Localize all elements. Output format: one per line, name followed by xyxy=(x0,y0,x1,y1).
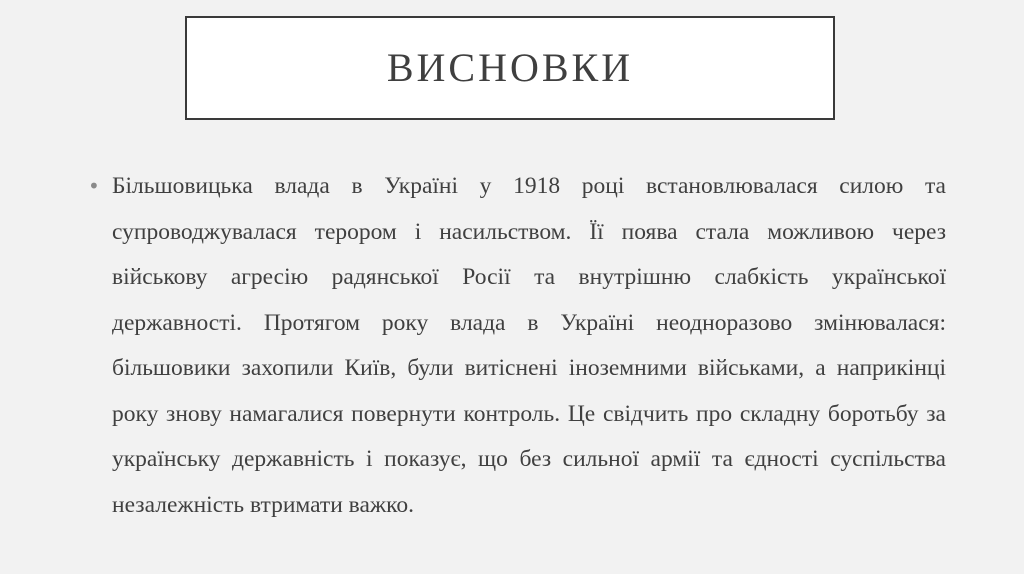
content-area xyxy=(88,164,948,528)
slide-title: ВИСНОВКИ xyxy=(386,45,634,90)
title-box xyxy=(185,16,835,120)
bullet-item xyxy=(88,164,948,528)
bullet-dot-icon: • xyxy=(88,174,100,198)
bullet-text: Більшовицька влада в Україні у 1918 році встановлювалася силою та супроводжувалася терором і насильством. Її поява стала можливою через військову агресію радянської Росії та внутрішню слабкість української державності. Протягом року влада в Україні неодноразово змінювалася: більшовики захопили Київ, були витіснені іноземними військами, а наприкінці року знову намагалися повернути контроль. Це свідчить про складну боротьбу за українську державність і показує, що без сильної армії та єдності суспільства незалежність втримати важко. xyxy=(112,173,946,518)
